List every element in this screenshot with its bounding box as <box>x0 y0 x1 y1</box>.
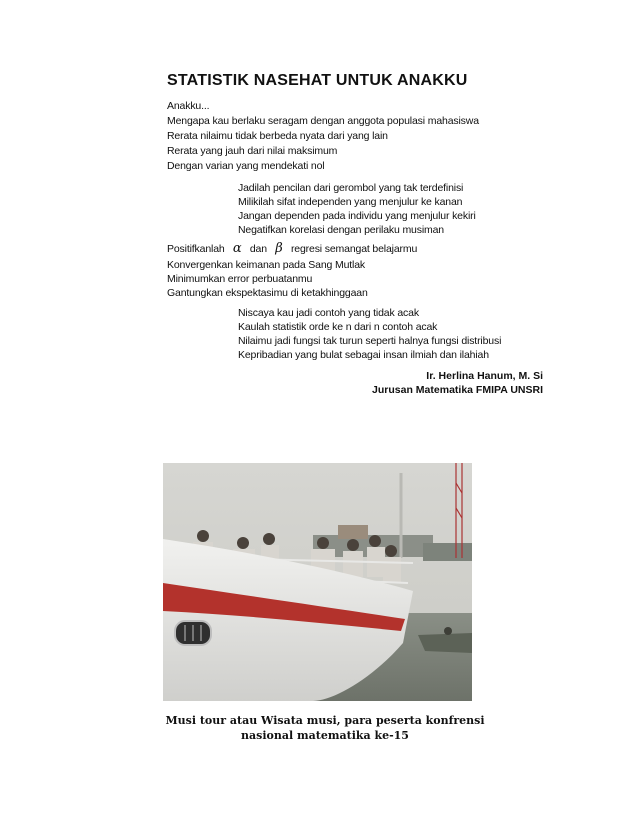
poem-line: Konvergenkan keimanan pada Sang Mutlak <box>167 259 366 271</box>
caption-line: nasional matematika ke-15 <box>241 729 409 742</box>
poem-line: Gantungkan ekspektasimu di ketakhinggaan <box>167 287 368 299</box>
boat-photo <box>163 463 472 701</box>
poem-line: Mengapa kau berlaku seragam dengan anggota populasi mahasiswa <box>167 115 479 127</box>
poem-line: Negatifkan korelasi dengan perilaku musiman <box>238 224 445 236</box>
poem-line: Milikilah sifat independen yang menjulur ke kanan <box>238 196 463 208</box>
poem-line: Jangan dependen pada individu yang menjulur kekiri <box>238 210 476 222</box>
beta-symbol: β <box>275 241 283 256</box>
poem-text: Positifkanlah <box>167 243 225 255</box>
poem-line: Rerata yang jauh dari nilai maksimum <box>167 145 338 157</box>
caption-line: Musi tour atau Wisata musi, para peserta konfrensi <box>165 714 485 727</box>
page-title: STATISTIK NASEHAT UNTUK ANAKKU <box>167 72 468 89</box>
poem-text: regresi semangat belajarmu <box>290 243 418 255</box>
author-affiliation: Jurusan Matematika FMIPA UNSRI <box>372 384 543 396</box>
poem-line: Kepribadian yang bulat sebagai insan ilmiah dan ilahiah <box>238 349 489 361</box>
author-name: Ir. Herlina Hanum, M. Si <box>426 370 543 382</box>
photo-caption <box>160 713 490 743</box>
poem-line: Nilaimu jadi fungsi tak turun seperti halnya fungsi distribusi <box>238 335 502 347</box>
poem-line: Niscaya kau jadi contoh yang tidak acak <box>238 307 419 319</box>
poem-line: Rerata nilaimu tidak berbeda nyata dari yang lain <box>167 130 388 142</box>
alpha-symbol: α <box>232 241 242 256</box>
poem-line: Anakku... <box>167 100 210 112</box>
poem-line-greek <box>167 242 417 256</box>
poem-line: Jadilah pencilan dari gerombol yang tak terdefinisi <box>238 182 464 194</box>
poem-text: dan <box>249 243 267 255</box>
poem-line: Minimumkan error perbuatanmu <box>167 273 313 285</box>
poem-line: Dengan varian yang mendekati nol <box>167 160 325 172</box>
poem-line: Kaulah statistik orde ke n dari n contoh acak <box>238 321 438 333</box>
